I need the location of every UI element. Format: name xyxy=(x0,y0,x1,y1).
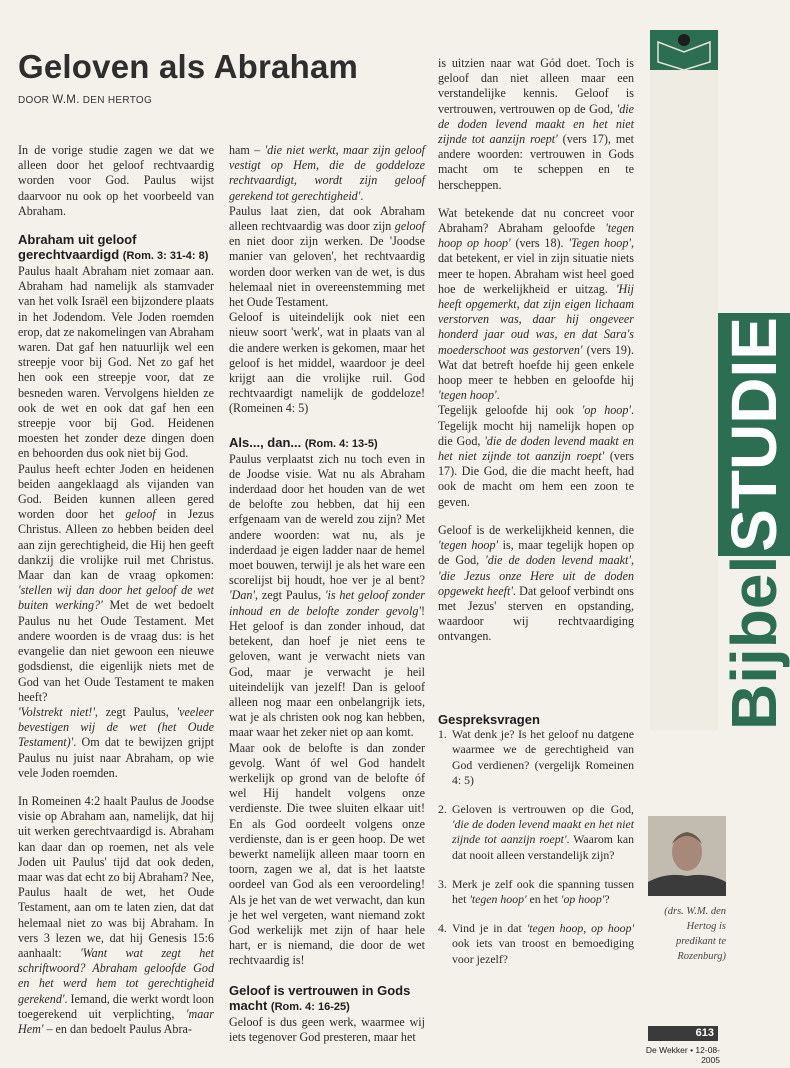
series-label-studie: STUDIE xyxy=(718,313,790,556)
discussion-question: 4. Vind je in dat 'tegen hoop, op hoop' ook iets van troost en bemoediging voor jezelf? xyxy=(438,921,634,966)
paragraph: Paulus verplaatst zich nu toch even in de Joodse visie. Wat nu als Abraham inderdaad door het houden van de wet de belofte zou hebben, dat hij een erfgenaam van de wereld zou zijn? Met andere woorden: wat nu, als je inderdaad je eigen ladder naar de hemel moet bouwen, terwijl je als het ware een scorelijst bij houdt, hoe ver je al bent? 'Dan', zegt Paulus, 'is het geloof zonder inhoud en de belofte zonder gevolg'! Het geloof is dan zonder inhoud, dat betekent, dan hoef je niet eens te geloven, want je verwacht niets van God, maar je verwacht je heil uiteindelijk van jezelf! Dan is geloof alleen nog maar een onbelangrijk iets, wat je als christen ook nog kan hebben, maar waar het zeker niet op aan komt. xyxy=(229,451,425,740)
byline-author: W.M. xyxy=(52,94,80,106)
author-photo xyxy=(648,816,726,896)
paragraph: Geloof is de werkelijkheid kennen, die 'tegen hoop' is, maar tegelijk hopen op de God, 'die de doden levend maakt', 'die Jezus onze Here uit de doden opgewekt heeft'. Dat geloof verbindt ons met Jezus' sterven en opstanding, waardoor wij rechtvaardiging ontvangen. xyxy=(438,522,635,644)
column-3 xyxy=(438,56,634,658)
paragraph: In Romeinen 4:2 haalt Paulus de Joodse visie op Abraham aan, namelijk, dat hij uit werken gerechtvaardigd is. Abraham kan daar dan op roemen, net als vele Joden uit Paulus' tijd dat ook deden, maar was dat echt zo bij Abraham? Nee, Paulus haalt de wet, het Oude Testament, aan om te laten zien, dat dat helemaal niet zo was bij Abraham. In vers 3 lezen we, dat hij Genesis 15:6 aanhaalt: 'Want wat zegt het schriftwoord? Abraham geloofde God en het werd hem tot gerechtigheid gerekend'. Iemand, die werkt wordt loon toegerekend uit verplichting, 'maar Hem' – en dan bedoelt Paulus Abra- xyxy=(18,793,215,1036)
paragraph: 'Volstrekt niet!', zegt Paulus, 'veeleer bevestigen wij de wet (het Oude Testament)'. Om dat te bewijzen grijpt Paulus nu juist naar Abraham, op wie vele Joden roemden. xyxy=(18,704,214,780)
section-heading-vertrouwen: Geloof is vertrouwen in Gods macht (Rom. 4: 16-25) xyxy=(229,982,411,1013)
discussion-title: Gespreksvragen xyxy=(438,712,540,727)
paragraph: Geloof is dus geen werk, waarmee wij iets tegenover God presteren, maar het xyxy=(229,1014,425,1044)
paragraph: Paulus heeft echter Joden en heidenen beiden aangeklaagd als vijanden van God. Beiden kunnen alleen gered worden door het geloof in Jezus Christus. Alleen zo hebben beiden deel aan zijn gerechtigheid, die Hij hen geeft dankzij die vrolijke ruil met Christus. Maar dan kan de vraag opkomen: 'stellen wij dan door het geloof de wet buiten werking?' Met de wet bedoelt Paulus nu het Oude Testament. Met andere woorden is de vraag dus: is het evangelie dan niet gewoon een nieuwe godsdienst, die eigenlijk niets met de God van het Oude Testament te maken heeft? xyxy=(18,461,214,704)
paragraph: Maar ook de belofte is dan zonder gevolg. Want óf wel God handelt werkelijk op grond van de belofte óf wel Hij handelt volgens onze verdienste. Die twee sluiten elkaar uit! En als God oordeelt volgens onze verdienste, dan is er geen hoop. De wet bewerkt namelijk alleen maar toorn en toorn, zagen we al, dat is het laatste oordeel van God als een veroordeling! Als je het van de wet verwacht, dan kun je het wel vergeten, want niemand zokt God werkelijk met zijn of haar hele hart, er is niemand, die door de wet rechtvaardig is! xyxy=(229,740,425,968)
paragraph: Wat betekende dat nu concreet voor Abraham? Abraham geloofde 'tegen hoop op hoop' (vers 18). 'Tegen hoop', dat betekent, er viel in zijn situatie niets meer te hopen. Abraham wist heel goed hoe de werkelijkheid er uitzag. 'Hij heeft opgemerkt, dat zijn eigen lichaam verstorven was, daar hij ongeveer honderd jaar oud was, en dat Sara's moederschoot was gestorven' (vers 19). Wat dat betreft hoefde hij geen enkele hoop meer te hebben en geloofde hij 'tegen hoop'. xyxy=(438,205,634,403)
column-1 xyxy=(18,143,214,1050)
discussion-question: 1. Wat denk je? Is het geloof nu datgene waarmee we de gerechtigheid van God verdienen? (vergelijk Romeinen 4: 5) xyxy=(438,727,634,787)
intro-paragraph: In de vorige studie zagen we dat we alleen door het geloof rechtvaardig worden voor God. Paulus wijst daarvoor nu ook op het voorbeeld van Abraham. xyxy=(18,143,214,218)
paragraph: Paulus haalt Abraham niet zomaar aan. Abraham had namelijk als stamvader van het volk Israël een bijzondere plaats in het Jodendom. Vele Joden roemden erop, dat ze nakomelingen van Abraham waren. Dat gaf hen natuurlijk wel een streepje voor bij God. Net zo gaf het hen ook een streepje voor, dat ze besneden waren. Vervolgens hielden ze ook de wet en ook dat gaf hen een streepje voor bij God. Heidenen moesten het zonder deze dingen doen en behoorden dus ook niet bij God. xyxy=(18,264,214,461)
author-caption: (drs. W.M. den Hertog is predikant te Rozenburg) xyxy=(664,906,726,962)
byline xyxy=(18,94,152,106)
paragraph: Geloof is uiteindelijk ook niet een nieuw soort 'werk', wat in plaats van al die andere werken is gekomen, maar het geloof is het middel, waardoor je deel krijgt aan die vrolijke ruil. God rechtvaardigt namelijk de goddeloze! (Romeinen 4: 5) xyxy=(229,310,425,416)
column-2 xyxy=(229,143,425,1045)
discussion-box xyxy=(438,712,634,981)
series-label xyxy=(719,313,789,730)
discussion-question: 3. Merk je zelf ook die spanning tussen het 'tegen hoop' en het 'op hoop'? xyxy=(438,876,634,907)
section-heading-ref: (Rom. 3: 31-4: 8) xyxy=(122,250,209,263)
byline-author-suffix: DEN HERTOG xyxy=(82,95,153,106)
section-heading-text: Abraham uit geloof gerechtvaardigd xyxy=(18,232,137,263)
section-heading-als-dan: Als..., dan... (Rom. 4: 13-5) xyxy=(229,434,378,450)
paragraph: Paulus laat zien, dat ook Abraham alleen rechtvaardig was door zijn geloof en niet door zijn werken. De 'Joodse manier van geloven', het rechtvaardig worden door werken van de wet, is dus helemaal niet in overeenstemming met het Oude Testament. xyxy=(229,203,425,310)
byline-prefix: DOOR xyxy=(18,95,50,106)
series-label-bijbel: Bijbel xyxy=(718,555,790,730)
page-number: 613 xyxy=(648,1026,718,1041)
paragraph: Tegelijk geloofde hij ook 'op hoop'. Tegelijk mocht hij namelijk hopen op die God, 'die de doden levend maakt en het niet zijnde tot aanzijn roept' (vers 17). Die God, die die macht heeft, had ook de macht om hem een zoon te geven. xyxy=(438,403,635,509)
book-logo-icon xyxy=(650,30,718,70)
series-banner xyxy=(650,30,718,730)
footer-issue: De Wekker • 12-08-2005 xyxy=(645,1045,720,1065)
discussion-question: 2. Geloven is vertrouwen op die God, 'die de doden levend maakt en het niet zijnde tot aanzijn roept'. Waarom kan dat nooit alleen verstandelijk zijn? xyxy=(438,802,634,862)
paragraph: ham – 'die niet werkt, maar zijn geloof vestigt op Hem, die de goddeloze rechtvaardigt, wordt zijn geloof gerekend tot gerechtigheid'. xyxy=(229,143,425,203)
paragraph: is uitzien naar wat Gód doet. Toch is geloof dan niet alleen maar een verstandelijke kennis. Geloof is vertrouwen, vertrouwen op de God, 'die de doden levend maakt en het niet zijnde tot aanzijn roept' (vers 17), met andere woorden: vertrouwen in Gods macht om te scheppen en te herscheppen. xyxy=(438,56,634,192)
discussion-list xyxy=(438,727,634,967)
section-heading-abraham xyxy=(18,232,214,264)
article-title: Geloven als Abraham xyxy=(18,48,359,85)
